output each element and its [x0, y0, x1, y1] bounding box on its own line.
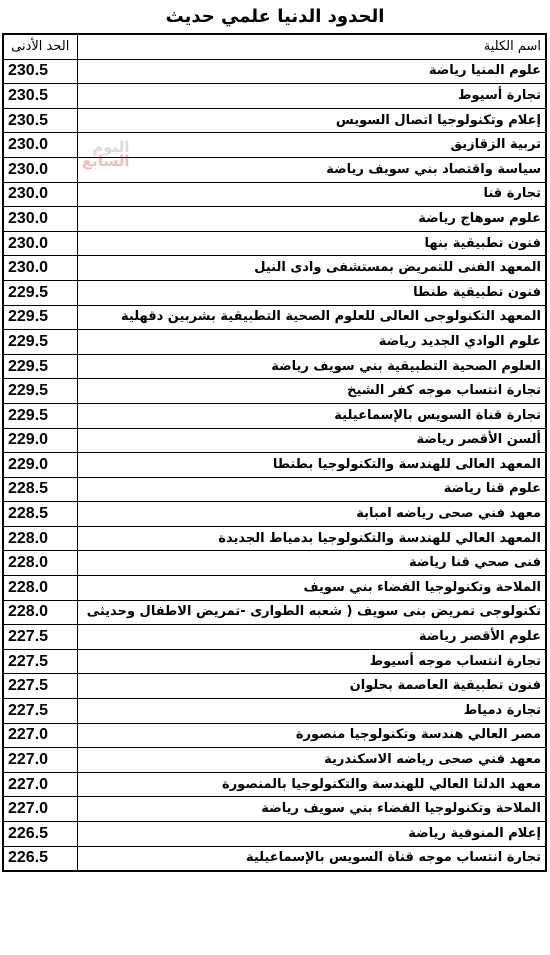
college-name-cell: معهد الدلتا العالي للهندسة والتكنولوجيا بالمنصورة [77, 772, 546, 797]
header-min-score: الحد الأدنى [3, 34, 77, 59]
min-score-cell: 227.0 [3, 723, 77, 748]
min-score-cell: 230.5 [3, 84, 77, 109]
college-name-cell: الملاحة وتكنولوجيا الفضاء بني سويف [77, 576, 546, 601]
min-score-cell: 226.5 [3, 846, 77, 871]
college-name-cell: تجارة قنا [77, 182, 546, 207]
college-name-cell: علوم الأقصر رياضة [77, 625, 546, 650]
min-score-cell: 228.0 [3, 551, 77, 576]
min-score-cell: 226.5 [3, 822, 77, 847]
college-name-cell: فنون تطبيقية العاصمة بحلوان [77, 674, 546, 699]
min-score-cell: 227.5 [3, 625, 77, 650]
min-score-cell: 230.0 [3, 231, 77, 256]
min-score-cell: 228.5 [3, 477, 77, 502]
min-score-cell: 228.0 [3, 526, 77, 551]
college-name-cell: علوم سوهاج رياضة [77, 207, 546, 232]
table-row [3, 305, 546, 330]
min-score-cell: 230.0 [3, 157, 77, 182]
table-row [3, 477, 546, 502]
table-row [3, 551, 546, 576]
table-row [3, 207, 546, 232]
table-row [3, 84, 546, 109]
min-score-cell: 229.5 [3, 280, 77, 305]
min-score-cell: 229.5 [3, 354, 77, 379]
table-row [3, 403, 546, 428]
college-name-cell: المعهد العالى للهندسة والتكنولوجيا بطنطا [77, 453, 546, 478]
table-row [3, 526, 546, 551]
table-row [3, 846, 546, 871]
min-score-cell: 230.0 [3, 256, 77, 281]
college-name-cell: علوم الوادي الجديد رياضة [77, 330, 546, 355]
watermark-line-2: السابع [82, 152, 130, 170]
table-row [3, 59, 546, 84]
min-score-cell: 229.0 [3, 453, 77, 478]
table-row [3, 157, 546, 182]
table-row [3, 772, 546, 797]
college-name-cell: معهد فني صحى رياضه امبابة [77, 502, 546, 527]
page-title: الحدود الدنيا علمي حديث [165, 6, 385, 27]
table-row [3, 108, 546, 133]
table-row [3, 231, 546, 256]
college-name-cell: تجارة انتساب موجه قناة السويس بالإسماعيلية [77, 846, 546, 871]
college-name-cell: تجارة أسيوط [77, 84, 546, 109]
college-name-cell: سياسة واقتصاد بني سويف رياضة [77, 157, 546, 182]
table-row [3, 674, 546, 699]
college-name-cell: تجارة انتساب موجه كفر الشيخ [77, 379, 546, 404]
table-row [3, 822, 546, 847]
college-name-cell: علوم المنيا رياضة [77, 59, 546, 84]
min-score-cell: 227.0 [3, 772, 77, 797]
college-name-cell: المعهد العالي للهندسة والتكنولوجيا بدمياط الجديدة [77, 526, 546, 551]
min-score-cell: 229.5 [3, 379, 77, 404]
college-name-cell: إعلام وتكنولوجيا اتصال السويس [77, 108, 546, 133]
table-row [3, 379, 546, 404]
min-score-cell: 230.5 [3, 59, 77, 84]
college-name-cell: فنون تطبيقية طنطا [77, 280, 546, 305]
min-score-cell: 228.5 [3, 502, 77, 527]
college-name-cell: تجارة دمياط [77, 699, 546, 724]
college-name-cell: تجارة انتساب موجه أسيوط [77, 649, 546, 674]
min-score-cell: 227.5 [3, 674, 77, 699]
min-score-cell: 230.0 [3, 133, 77, 158]
min-score-cell: 230.5 [3, 108, 77, 133]
min-score-cell: 229.0 [3, 428, 77, 453]
college-name-cell: المعهد الفنى للتمريض بمستشفى وادى النيل [77, 256, 546, 281]
min-score-cell: 227.5 [3, 699, 77, 724]
college-name-cell: معهد فني صحى رياضه الاسكندرية [77, 748, 546, 773]
min-score-cell: 230.0 [3, 182, 77, 207]
college-name-cell: المعهد التكنولوجى العالى للعلوم الصحية التطبيقية بشربين دقهلية [77, 305, 546, 330]
table-row [3, 699, 546, 724]
table-row [3, 256, 546, 281]
min-score-cell: 227.5 [3, 649, 77, 674]
min-score-cell: 227.0 [3, 748, 77, 773]
table-row [3, 280, 546, 305]
college-name-cell: تجارة قناة السويس بالإسماعيلية [77, 403, 546, 428]
college-name-cell: فنون تطبيقية بنها [77, 231, 546, 256]
min-score-cell: 229.5 [3, 330, 77, 355]
table-row [3, 797, 546, 822]
college-name-cell: الملاحة وتكنولوجيا الفضاء بني سويف رياضة [77, 797, 546, 822]
table-row [3, 748, 546, 773]
watermark-line-1: اليوم [92, 138, 130, 156]
college-name-cell: فنى صحي قنا رياضة [77, 551, 546, 576]
table-row [3, 502, 546, 527]
table-row [3, 453, 546, 478]
table-row [3, 354, 546, 379]
college-name-cell: مصر العالي هندسة وتكنولوجيا منصورة [77, 723, 546, 748]
college-name-cell: العلوم الصحية التطبيقية بني سويف رياضة [77, 354, 546, 379]
college-name-cell: تربية الزقازيق [77, 133, 546, 158]
table-row [3, 576, 546, 601]
table-row [3, 428, 546, 453]
table-header-row [3, 34, 546, 59]
college-name-cell: ألسن الأقصر رياضة [77, 428, 546, 453]
table-row [3, 182, 546, 207]
header-college-name: اسم الكلية [77, 34, 546, 59]
min-score-cell: 229.5 [3, 403, 77, 428]
min-score-cell: 230.0 [3, 207, 77, 232]
table-body [3, 34, 546, 871]
table-row [3, 133, 546, 158]
table-row [3, 723, 546, 748]
table-row [3, 649, 546, 674]
min-score-cell: 228.0 [3, 576, 77, 601]
college-name-cell: إعلام المنوفية رياضة [77, 822, 546, 847]
table-row [3, 330, 546, 355]
college-name-cell: علوم قنا رياضة [77, 477, 546, 502]
min-score-cell: 228.0 [3, 600, 77, 625]
table-row [3, 600, 546, 625]
min-score-cell: 229.5 [3, 305, 77, 330]
table-row [3, 625, 546, 650]
min-score-cell: 227.0 [3, 797, 77, 822]
college-name-cell: تكنولوجى تمريض بنى سويف ( شعبه الطوارى -تمريض الاطفال وحديثى [77, 600, 546, 625]
results-table [2, 33, 547, 872]
